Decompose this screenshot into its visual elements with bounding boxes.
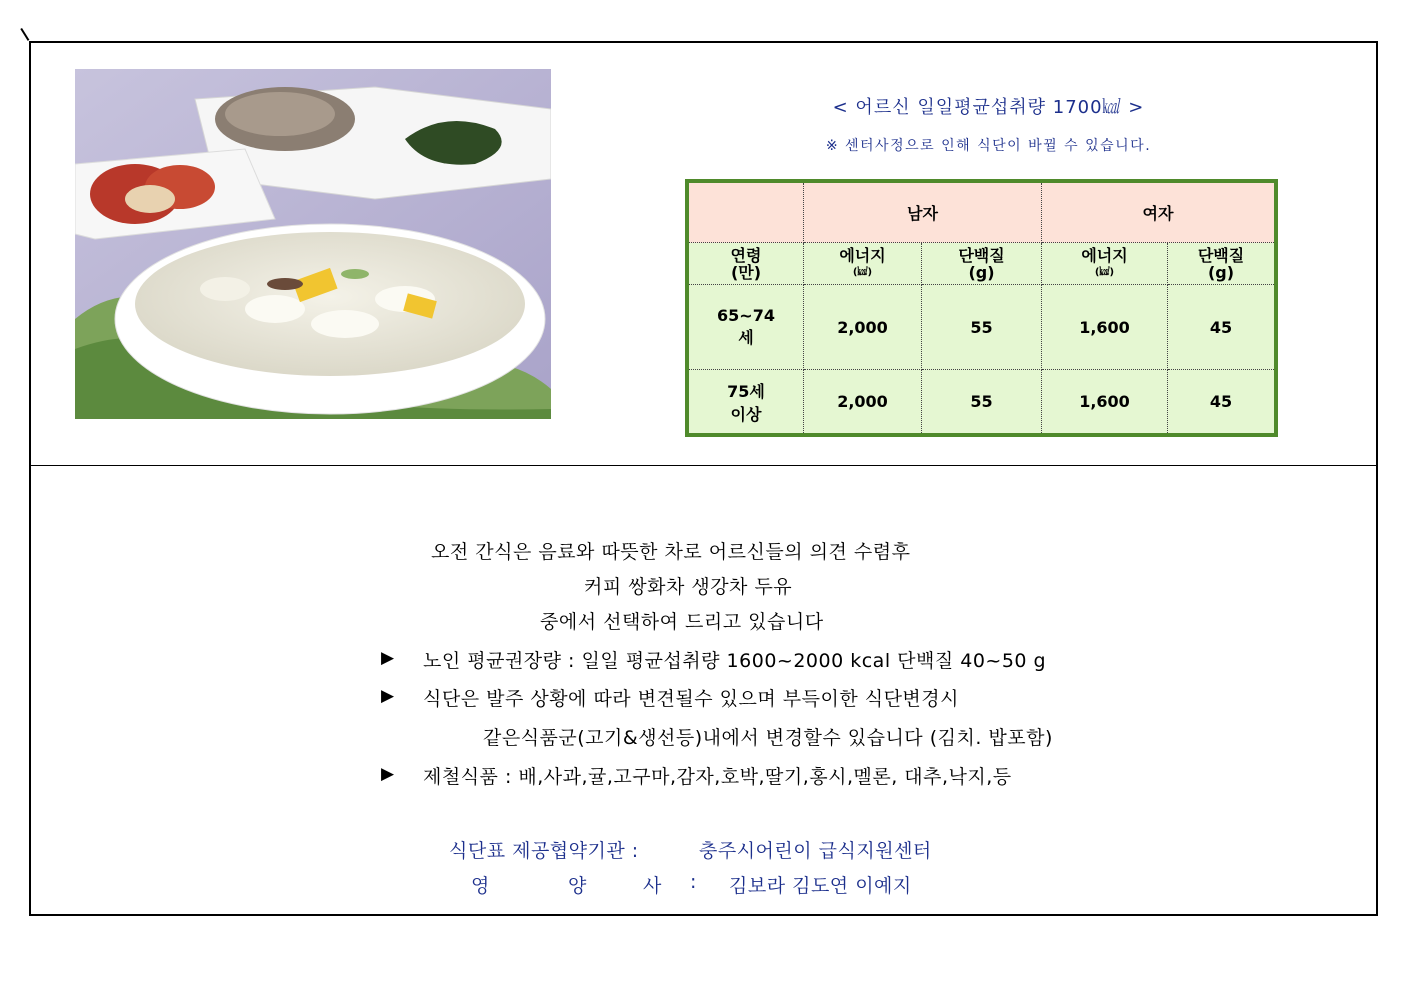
female-protein-header (1168, 243, 1277, 285)
age-cell (687, 285, 804, 370)
snack-line-1: 오전 간식은 음료와 따뜻한 차로 어르신들의 의견 수렴후 (431, 541, 911, 563)
female-energy-cell: 1,600 (1042, 285, 1168, 370)
protein-unit: (g) (1207, 262, 1235, 282)
menu-change-notice: ※ 센터사정으로 인해 식단이 바뀔 수 있습니다. (825, 138, 1152, 154)
protein-label: 단백질 (958, 245, 1005, 265)
age-range: 75세 (727, 381, 765, 401)
nutrition-table (685, 179, 1278, 437)
table-row (687, 370, 1276, 436)
bullet-intake-text: 노인 평균권장량 : 일일 평균섭취량 1600~2000 kcal 단백질 40~50 g (423, 650, 1047, 672)
nutritionist-label-char-1: 영 (471, 875, 490, 897)
energy-label: 에너지 (839, 245, 886, 265)
age-suffix: 세 (738, 328, 754, 347)
female-energy-header (1042, 243, 1168, 285)
menu-info-frame (29, 41, 1378, 916)
male-protein-header (922, 243, 1042, 285)
male-protein-cell: 55 (922, 285, 1042, 370)
table-subheader-row (687, 243, 1276, 285)
male-protein-cell: 55 (922, 370, 1042, 436)
age-suffix: 이상 (730, 404, 762, 424)
nutritionist-label-char-2: 양 (568, 875, 587, 897)
bullet-arrow-icon: ▶ (381, 764, 395, 784)
table-header-row (687, 181, 1276, 243)
bullet-arrow-icon: ▶ (381, 686, 395, 706)
male-group-header: 남자 (804, 181, 1042, 243)
male-energy-cell: 2,000 (804, 285, 922, 370)
table-corner-cell (687, 181, 804, 243)
female-group-header: 여자 (1042, 181, 1277, 243)
intake-title: < 어르신 일일평균섭취량 1700㎉ > (832, 97, 1145, 118)
age-cell (687, 370, 804, 436)
male-energy-cell: 2,000 (804, 370, 922, 436)
table-row (687, 285, 1276, 370)
protein-label: 단백질 (1197, 245, 1245, 265)
bullet-menu-change-text: 식단은 발주 상황에 따라 변견될수 있으며 부득이한 식단변경시 (423, 688, 959, 710)
male-energy-header (804, 243, 922, 285)
section-divider (31, 465, 1376, 466)
corner-mark (20, 28, 29, 41)
nutritionist-label-char-3: 사 (643, 875, 662, 897)
age-label: 연령 (730, 245, 762, 265)
energy-unit: (㎉) (1094, 266, 1115, 278)
protein-unit: (g) (968, 262, 995, 282)
age-unit: (만) (730, 262, 762, 282)
energy-label: 에너지 (1081, 245, 1128, 265)
provider-name: 충주시어린이 급식지원센터 (699, 840, 932, 862)
snack-line-3: 중에서 선택하여 드리고 있습니다 (540, 611, 824, 633)
energy-unit: (㎉) (852, 266, 873, 278)
bullet-seasonal-text: 제철식품 : 배,사과,귤,고구마,감자,호박,딸기,홍시,멜론, 대추,낙지,등 (423, 766, 1012, 788)
provider-label: 식단표 제공협약기관 : (449, 840, 639, 862)
female-protein-cell: 45 (1168, 370, 1277, 436)
female-protein-cell: 45 (1168, 285, 1277, 370)
nutritionist-colon: : (690, 871, 697, 893)
bullet-menu-change-text-cont: 같은식품군(고기&생선등)내에서 변경할수 있습니다 (김치. 밥포함) (483, 727, 1053, 749)
nutritionist-names: 김보라 김도연 이예지 (729, 875, 912, 897)
food-photo (75, 69, 551, 419)
bullet-arrow-icon: ▶ (381, 648, 395, 668)
female-energy-cell: 1,600 (1042, 370, 1168, 436)
age-range: 65~74 (717, 306, 775, 325)
snack-line-2: 커피 쌍화차 생강차 두유 (584, 576, 793, 598)
age-header (687, 243, 804, 285)
